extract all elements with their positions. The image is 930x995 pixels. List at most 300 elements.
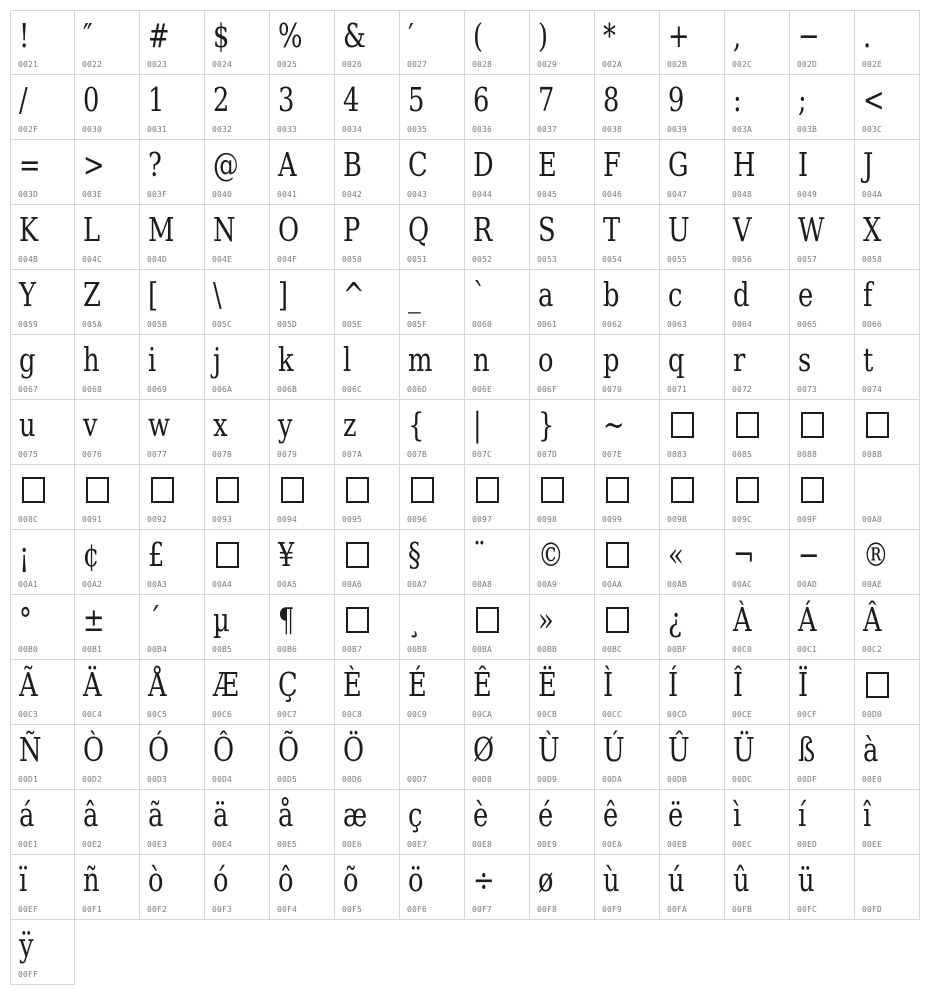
glyph-char: 1 bbox=[148, 80, 165, 119]
glyph-cell bbox=[855, 595, 920, 660]
glyph-code: 00E8 bbox=[472, 840, 493, 849]
glyph-char: @ bbox=[213, 145, 239, 184]
glyph-char: ? bbox=[148, 145, 162, 184]
glyph-char: ã bbox=[148, 795, 164, 834]
glyph-code: 00AB bbox=[667, 580, 688, 589]
glyph-cell bbox=[335, 595, 400, 660]
glyph-char: ¥ bbox=[278, 535, 295, 574]
glyph-code: 0024 bbox=[212, 60, 233, 69]
glyph-cell bbox=[530, 335, 595, 400]
glyph-code: 00BF bbox=[667, 645, 688, 654]
glyph-code: 006E bbox=[472, 385, 493, 394]
glyph-code: 00E2 bbox=[82, 840, 103, 849]
glyph-code: 0079 bbox=[277, 450, 298, 459]
glyph-char: Ï bbox=[798, 665, 809, 704]
glyph-char: è bbox=[473, 795, 489, 834]
glyph-char: û bbox=[733, 860, 750, 899]
glyph-code: 007D bbox=[537, 450, 558, 459]
glyph-code: 0076 bbox=[82, 450, 103, 459]
glyph-code: 0034 bbox=[342, 125, 363, 134]
glyph-code: 00E3 bbox=[147, 840, 168, 849]
glyph-code: 002B bbox=[667, 60, 688, 69]
glyph-code: 00E5 bbox=[277, 840, 298, 849]
glyph-code: 003D bbox=[18, 190, 39, 199]
glyph-cell bbox=[530, 530, 595, 595]
glyph-char: ; bbox=[798, 80, 807, 119]
glyph-char: 9 bbox=[668, 80, 685, 119]
glyph-char: Ø bbox=[473, 730, 495, 769]
glyph-cell bbox=[400, 855, 465, 920]
glyph-cell bbox=[400, 75, 465, 140]
glyph-cell bbox=[660, 595, 725, 660]
glyph-cell bbox=[465, 725, 530, 790]
glyph-code: 00E9 bbox=[537, 840, 558, 849]
glyph-char: Ò bbox=[83, 730, 105, 769]
glyph-code: 008C bbox=[18, 515, 39, 524]
glyph-code: 00A5 bbox=[277, 580, 298, 589]
glyph-code: 0025 bbox=[277, 60, 298, 69]
glyph-code: 00F1 bbox=[82, 905, 103, 914]
glyph-cell bbox=[595, 205, 660, 270]
glyph-cell bbox=[10, 465, 75, 530]
glyph-cell bbox=[140, 790, 205, 855]
glyph-code: 0078 bbox=[212, 450, 233, 459]
glyph-char: J bbox=[863, 145, 874, 184]
glyph-char: ″ bbox=[83, 16, 93, 55]
glyph-code: 00AC bbox=[732, 580, 753, 589]
glyph-code: 00B8 bbox=[407, 645, 428, 654]
glyph-code: 004D bbox=[147, 255, 168, 264]
glyph-code: 00FB bbox=[732, 905, 753, 914]
glyph-code: 00EA bbox=[602, 840, 623, 849]
glyph-cell bbox=[10, 400, 75, 465]
glyph-cell bbox=[205, 270, 270, 335]
glyph-char: b bbox=[603, 275, 620, 314]
glyph-cell bbox=[465, 270, 530, 335]
glyph-code: 0038 bbox=[602, 125, 623, 134]
glyph-code: 00C1 bbox=[797, 645, 818, 654]
glyph-cell bbox=[10, 335, 75, 400]
missing-glyph-box bbox=[606, 607, 629, 633]
glyph-cell bbox=[335, 270, 400, 335]
glyph-cell bbox=[465, 530, 530, 595]
glyph-code: 003A bbox=[732, 125, 753, 134]
glyph-code: 00C5 bbox=[147, 710, 168, 719]
glyph-code: 00A1 bbox=[18, 580, 39, 589]
glyph-cell bbox=[595, 790, 660, 855]
glyph-cell bbox=[10, 595, 75, 660]
glyph-cell bbox=[270, 660, 335, 725]
glyph-cell bbox=[855, 335, 920, 400]
glyph-cell bbox=[400, 790, 465, 855]
glyph-code: 00BC bbox=[602, 645, 623, 654]
glyph-cell bbox=[75, 10, 140, 75]
glyph-code: 00DA bbox=[602, 775, 623, 784]
missing-glyph-box bbox=[346, 477, 369, 503]
glyph-code: 00A3 bbox=[147, 580, 168, 589]
glyph-char: ì bbox=[733, 795, 742, 834]
glyph-code: 0062 bbox=[602, 320, 623, 329]
glyph-cell bbox=[855, 205, 920, 270]
glyph-char: H bbox=[733, 145, 756, 184]
glyph-cell bbox=[10, 140, 75, 205]
glyph-code: 0051 bbox=[407, 255, 428, 264]
glyph-code: 0069 bbox=[147, 385, 168, 394]
glyph-cell bbox=[725, 400, 790, 465]
glyph-cell bbox=[725, 595, 790, 660]
glyph-cell bbox=[790, 10, 855, 75]
glyph-cell bbox=[855, 725, 920, 790]
glyph-code: 00E4 bbox=[212, 840, 233, 849]
glyph-code: 0070 bbox=[602, 385, 623, 394]
glyph-code: 0071 bbox=[667, 385, 688, 394]
glyph-cell bbox=[400, 465, 465, 530]
glyph-cell bbox=[270, 595, 335, 660]
glyph-char: ÷ bbox=[473, 860, 495, 899]
glyph-char: < bbox=[863, 80, 885, 119]
glyph-char: k bbox=[278, 340, 294, 379]
glyph-cell bbox=[725, 530, 790, 595]
glyph-code: 0036 bbox=[472, 125, 493, 134]
glyph-code: 007B bbox=[407, 450, 428, 459]
glyph-cell bbox=[855, 660, 920, 725]
glyph-char: ~ bbox=[603, 405, 625, 444]
glyph-cell bbox=[140, 530, 205, 595]
glyph-char: a bbox=[538, 275, 554, 314]
glyph-code: 00F8 bbox=[537, 905, 558, 914]
glyph-char: ò bbox=[148, 860, 164, 899]
glyph-code: 009B bbox=[667, 515, 688, 524]
glyph-char: Ç bbox=[278, 665, 298, 704]
glyph-cell bbox=[205, 75, 270, 140]
glyph-char: ú bbox=[668, 860, 685, 899]
glyph-code: 0074 bbox=[862, 385, 883, 394]
glyph-cell bbox=[530, 855, 595, 920]
glyph-char: ( bbox=[473, 16, 484, 55]
glyph-cell bbox=[595, 855, 660, 920]
glyph-code: 008B bbox=[862, 450, 883, 459]
glyph-code: 0094 bbox=[277, 515, 298, 524]
glyph-char: ′ bbox=[408, 16, 414, 55]
glyph-code: 009F bbox=[797, 515, 818, 524]
glyph-code: 00D5 bbox=[277, 775, 298, 784]
glyph-char: ß bbox=[798, 730, 816, 769]
glyph-code: 00D1 bbox=[18, 775, 39, 784]
glyph-cell bbox=[140, 140, 205, 205]
glyph-cell bbox=[855, 400, 920, 465]
missing-glyph-box bbox=[346, 607, 369, 633]
glyph-cell bbox=[725, 140, 790, 205]
glyph-char: ¶ bbox=[278, 600, 295, 639]
glyph-cell bbox=[335, 400, 400, 465]
glyph-code: 00F3 bbox=[212, 905, 233, 914]
glyph-char: æ bbox=[343, 795, 368, 834]
glyph-cell bbox=[595, 530, 660, 595]
glyph-code: 0054 bbox=[602, 255, 623, 264]
glyph-cell bbox=[75, 790, 140, 855]
glyph-code: 00A2 bbox=[82, 580, 103, 589]
missing-glyph-box bbox=[216, 542, 239, 568]
glyph-code: 00C7 bbox=[277, 710, 298, 719]
glyph-code: 00CE bbox=[732, 710, 753, 719]
glyph-code: 00CB bbox=[537, 710, 558, 719]
glyph-char: ï bbox=[19, 860, 28, 899]
glyph-cell bbox=[335, 855, 400, 920]
glyph-char: 4 bbox=[343, 80, 360, 119]
missing-glyph-box bbox=[22, 477, 45, 503]
glyph-code: 00D0 bbox=[862, 710, 883, 719]
glyph-code: 006D bbox=[407, 385, 428, 394]
glyph-code: 0063 bbox=[667, 320, 688, 329]
glyph-code: 005A bbox=[82, 320, 103, 329]
glyph-cell bbox=[595, 595, 660, 660]
glyph-code: 00FD bbox=[862, 905, 883, 914]
glyph-cell bbox=[595, 335, 660, 400]
glyph-code: 00CC bbox=[602, 710, 623, 719]
glyph-code: 0048 bbox=[732, 190, 753, 199]
glyph-code: 005C bbox=[212, 320, 233, 329]
missing-glyph-box bbox=[476, 607, 499, 633]
glyph-code: 003C bbox=[862, 125, 883, 134]
glyph-cell bbox=[465, 465, 530, 530]
glyph-code: 0044 bbox=[472, 190, 493, 199]
glyph-code: 00B6 bbox=[277, 645, 298, 654]
glyph-code: 0099 bbox=[602, 515, 623, 524]
glyph-char: ] bbox=[278, 275, 289, 314]
glyph-cell bbox=[855, 270, 920, 335]
glyph-cell bbox=[205, 205, 270, 270]
glyph-code: 009C bbox=[732, 515, 753, 524]
glyph-cell bbox=[595, 140, 660, 205]
glyph-code: 00BB bbox=[537, 645, 558, 654]
glyph-code: 00DF bbox=[797, 775, 818, 784]
glyph-char: I bbox=[798, 145, 809, 184]
glyph-char: W bbox=[798, 210, 825, 249]
glyph-cell bbox=[205, 725, 270, 790]
glyph-code: 0030 bbox=[82, 125, 103, 134]
missing-glyph-box bbox=[86, 477, 109, 503]
glyph-cell bbox=[270, 400, 335, 465]
glyph-code: 0066 bbox=[862, 320, 883, 329]
glyph-char: Q bbox=[408, 210, 430, 249]
glyph-code: 0085 bbox=[732, 450, 753, 459]
glyph-char: Î bbox=[733, 665, 744, 704]
glyph-char: = bbox=[19, 145, 41, 184]
glyph-cell bbox=[790, 725, 855, 790]
glyph-char: T bbox=[603, 210, 621, 249]
glyph-code: 00CD bbox=[667, 710, 688, 719]
glyph-code: 003E bbox=[82, 190, 103, 199]
glyph-code: 00F4 bbox=[277, 905, 298, 914]
glyph-code: 00EF bbox=[18, 905, 39, 914]
glyph-code: 00B0 bbox=[18, 645, 39, 654]
glyph-code: 0058 bbox=[862, 255, 883, 264]
glyph-cell bbox=[270, 790, 335, 855]
glyph-cell bbox=[400, 660, 465, 725]
glyph-cell bbox=[335, 465, 400, 530]
glyph-char: Í bbox=[668, 665, 679, 704]
glyph-char: Ô bbox=[213, 730, 235, 769]
glyph-char: z bbox=[343, 405, 357, 444]
glyph-char: x bbox=[213, 405, 228, 444]
glyph-code: 00F9 bbox=[602, 905, 623, 914]
glyph-code: 0057 bbox=[797, 255, 818, 264]
glyph-code: 00AE bbox=[862, 580, 883, 589]
glyph-code: 00CF bbox=[797, 710, 818, 719]
glyph-code: 00E6 bbox=[342, 840, 363, 849]
glyph-code: 00AD bbox=[797, 580, 818, 589]
glyph-cell bbox=[855, 75, 920, 140]
glyph-cell bbox=[855, 140, 920, 205]
glyph-cell bbox=[400, 140, 465, 205]
glyph-char: 6 bbox=[473, 80, 490, 119]
glyph-code: 002F bbox=[18, 125, 39, 134]
glyph-code: 00B4 bbox=[147, 645, 168, 654]
glyph-code: 004C bbox=[82, 255, 103, 264]
glyph-code: 00FC bbox=[797, 905, 818, 914]
glyph-cell bbox=[790, 400, 855, 465]
glyph-cell bbox=[140, 75, 205, 140]
glyph-cell bbox=[595, 270, 660, 335]
glyph-cell bbox=[205, 855, 270, 920]
glyph-code: 0091 bbox=[82, 515, 103, 524]
glyph-char: Ì bbox=[603, 665, 614, 704]
glyph-cell bbox=[790, 530, 855, 595]
glyph-char: ê bbox=[603, 795, 619, 834]
glyph-cell bbox=[335, 660, 400, 725]
glyph-code: 00FA bbox=[667, 905, 688, 914]
glyph-code: 0098 bbox=[537, 515, 558, 524]
missing-glyph-box bbox=[801, 477, 824, 503]
glyph-cell bbox=[400, 400, 465, 465]
glyph-cell bbox=[75, 75, 140, 140]
glyph-char: Ü bbox=[733, 730, 755, 769]
glyph-cell bbox=[530, 660, 595, 725]
glyph-char: í bbox=[798, 795, 807, 834]
glyph-cell bbox=[725, 855, 790, 920]
glyph-char: } bbox=[538, 405, 555, 444]
glyph-char: v bbox=[83, 405, 98, 444]
glyph-code: 006A bbox=[212, 385, 233, 394]
glyph-code: 00DC bbox=[732, 775, 753, 784]
glyph-code: 0064 bbox=[732, 320, 753, 329]
glyph-cell bbox=[10, 855, 75, 920]
glyph-cell bbox=[530, 725, 595, 790]
glyph-char: . bbox=[863, 16, 872, 55]
glyph-cell bbox=[400, 530, 465, 595]
glyph-code: 00C0 bbox=[732, 645, 753, 654]
glyph-cell bbox=[205, 595, 270, 660]
glyph-char: È bbox=[343, 665, 362, 704]
glyph-char: » bbox=[538, 600, 554, 639]
glyph-cell bbox=[10, 10, 75, 75]
glyph-char: ñ bbox=[83, 860, 100, 899]
glyph-cell bbox=[725, 335, 790, 400]
glyph-cell bbox=[855, 855, 920, 920]
glyph-code: 0095 bbox=[342, 515, 363, 524]
glyph-code: 0067 bbox=[18, 385, 39, 394]
glyph-char: U bbox=[668, 210, 690, 249]
glyph-char: $ bbox=[213, 16, 230, 55]
missing-glyph-box bbox=[216, 477, 239, 503]
glyph-code: 0021 bbox=[18, 60, 39, 69]
glyph-cell bbox=[10, 205, 75, 270]
glyph-char: A bbox=[278, 145, 297, 184]
glyph-cell bbox=[205, 400, 270, 465]
glyph-code: 0043 bbox=[407, 190, 428, 199]
glyph-char: \ bbox=[213, 275, 222, 314]
glyph-char: ÿ bbox=[19, 925, 34, 964]
glyph-char: ® bbox=[863, 535, 889, 574]
glyph-char: S bbox=[538, 210, 556, 249]
glyph-cell bbox=[725, 725, 790, 790]
glyph-char: 0 bbox=[83, 80, 100, 119]
glyph-char: r bbox=[733, 340, 746, 379]
glyph-cell bbox=[75, 270, 140, 335]
glyph-char: ¨ bbox=[473, 535, 486, 574]
glyph-cell bbox=[205, 790, 270, 855]
glyph-code: 0039 bbox=[667, 125, 688, 134]
glyph-char: − bbox=[798, 16, 820, 55]
glyph-cell bbox=[400, 595, 465, 660]
glyph-cell bbox=[205, 10, 270, 75]
glyph-char: Z bbox=[83, 275, 101, 314]
glyph-code: 00EB bbox=[667, 840, 688, 849]
glyph-cell bbox=[270, 140, 335, 205]
glyph-cell bbox=[400, 270, 465, 335]
glyph-char: * bbox=[603, 16, 616, 55]
glyph-char: 5 bbox=[408, 80, 425, 119]
glyph-cell bbox=[660, 530, 725, 595]
glyph-cell bbox=[140, 595, 205, 660]
glyph-cell bbox=[465, 400, 530, 465]
glyph-char: ! bbox=[19, 16, 30, 55]
glyph-code: 0026 bbox=[342, 60, 363, 69]
glyph-code: 0041 bbox=[277, 190, 298, 199]
glyph-char: ¬ bbox=[733, 535, 755, 574]
glyph-char: ) bbox=[538, 16, 549, 55]
glyph-char: ° bbox=[19, 600, 32, 639]
glyph-char: : bbox=[733, 80, 742, 119]
glyph-code: 00D7 bbox=[407, 775, 428, 784]
glyph-cell bbox=[660, 790, 725, 855]
glyph-code: 00D9 bbox=[537, 775, 558, 784]
glyph-char: Å bbox=[148, 665, 167, 704]
glyph-char: ± bbox=[83, 600, 105, 639]
glyph-char: ä bbox=[213, 795, 229, 834]
glyph-cell bbox=[10, 530, 75, 595]
glyph-char: Ñ bbox=[19, 730, 42, 769]
glyph-code: 00A9 bbox=[537, 580, 558, 589]
glyph-cell bbox=[530, 10, 595, 75]
glyph-cell bbox=[530, 205, 595, 270]
missing-glyph-box bbox=[671, 477, 694, 503]
glyph-char: g bbox=[19, 340, 36, 379]
glyph-cell bbox=[75, 530, 140, 595]
glyph-char: 2 bbox=[213, 80, 230, 119]
glyph-cell bbox=[140, 205, 205, 270]
glyph-cell bbox=[400, 205, 465, 270]
glyph-code: 005F bbox=[407, 320, 428, 329]
glyph-code: 00C3 bbox=[18, 710, 39, 719]
glyph-char: õ bbox=[343, 860, 359, 899]
glyph-cell bbox=[75, 140, 140, 205]
glyph-char: § bbox=[408, 535, 421, 574]
missing-glyph-box bbox=[801, 412, 824, 438]
glyph-code: 00DB bbox=[667, 775, 688, 784]
glyph-code: 0060 bbox=[472, 320, 493, 329]
glyph-cell bbox=[530, 75, 595, 140]
